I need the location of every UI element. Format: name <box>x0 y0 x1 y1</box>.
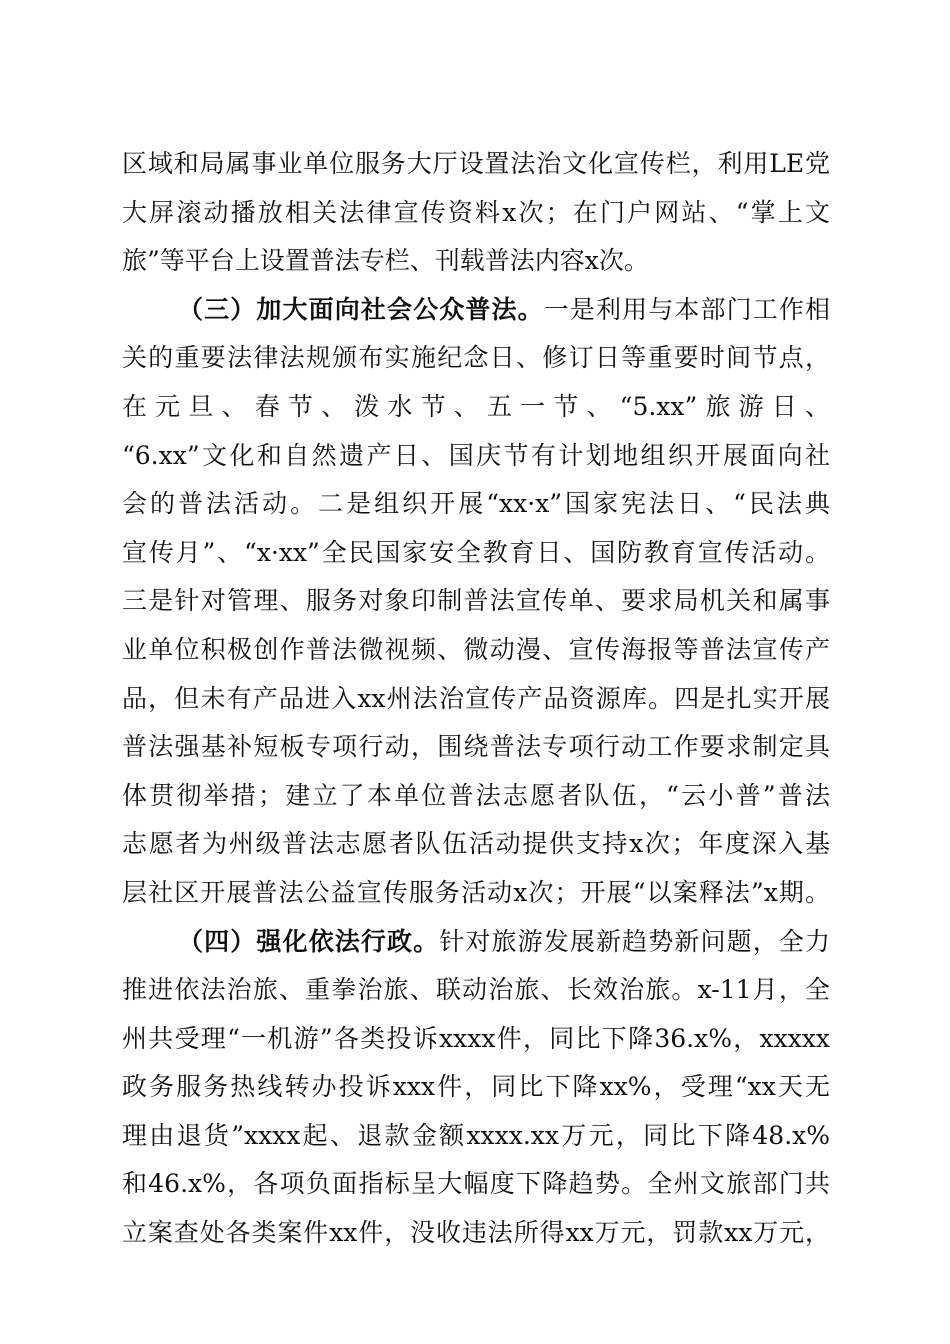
line-text: 一是利用与本部门工作相 <box>543 294 830 324</box>
line-text: 推进依法治旅、重拳治旅、联动治旅、长效治旅。x-11月，全 <box>122 975 830 1005</box>
document-body <box>122 140 830 1258</box>
text-line <box>122 1160 830 1209</box>
text-line <box>122 1063 830 1112</box>
text-line <box>122 383 830 432</box>
line-text: 针对旅游发展新趋势新问题，全力 <box>439 926 830 956</box>
text-line <box>122 432 830 481</box>
line-text: 会的普法活动。二是组织开展“xx·x”国家宪法日、“民法典 <box>122 489 830 519</box>
text-line <box>122 918 830 967</box>
text-line <box>122 675 830 724</box>
line-text: 和46.x%，各项负面指标呈大幅度下降趋势。全州文旅部门共 <box>122 1169 830 1199</box>
text-line <box>122 966 830 1015</box>
line-text: 在元旦、春节、泼水节、五一节、“5.xx”旅游日、 <box>122 391 830 421</box>
line-text: 三是针对管理、服务对象印制普法宣传单、要求局机关和属事 <box>122 586 830 616</box>
text-line <box>122 140 830 189</box>
line-text: 体贯彻举措；建立了本单位普法志愿者队伍，“云小普”普法 <box>122 780 830 810</box>
line-text: 立案查处各类案件xx件，没收违法所得xx万元，罚款xx万元， <box>122 1218 830 1248</box>
line-text: 区域和局属事业单位服务大厅设置法治文化宣传栏，利用LE党 <box>122 149 830 178</box>
line-text: 关的重要法律法规颁布实施纪念日、修订日等重要时间节点， <box>122 343 830 373</box>
line-text: 志愿者为州级普法志愿者队伍活动提供支持x次；年度深入基 <box>122 829 830 859</box>
text-line <box>122 334 830 383</box>
text-line <box>122 869 830 918</box>
text-line <box>122 1112 830 1161</box>
text-line <box>122 772 830 821</box>
line-text: 品，但未有产品进入xx州法治宣传产品资源库。四是扎实开展 <box>122 683 830 713</box>
line-text: 政务服务热线转办投诉xxx件，同比下降xx%，受理“xx天无 <box>122 1072 830 1102</box>
text-line <box>122 1209 830 1258</box>
text-line <box>122 820 830 869</box>
text-line <box>122 237 830 286</box>
line-text: 旅”等平台上设置普法专栏、刊载普法内容x次。 <box>122 246 649 276</box>
line-text: 普法强基补短板专项行动，围绕普法专项行动工作要求制定具 <box>122 732 830 762</box>
section-heading: （四）强化依法行政。 <box>178 926 440 956</box>
text-line <box>122 577 830 626</box>
text-line <box>122 723 830 772</box>
text-line <box>122 286 830 335</box>
line-text: 理由退货”xxxx起、退款金额xxxx.xx万元，同比下降48.x% <box>122 1120 830 1150</box>
text-line <box>122 1015 830 1064</box>
text-line <box>122 626 830 675</box>
section-heading: （三）加大面向社会公众普法。 <box>178 294 544 324</box>
line-text: 层社区开展普法公益宣传服务活动x次；开展“以案释法”x期。 <box>122 877 830 907</box>
text-line <box>122 189 830 238</box>
line-text: 宣传月”、“x·xx”全民国家安全教育日、国防教育宣传活动。 <box>122 537 830 567</box>
line-text: 州共受理“一机游”各类投诉xxxx件，同比下降36.x%，xxxxx <box>122 1023 830 1053</box>
text-line <box>122 480 830 529</box>
line-text: 大屏滚动播放相关法律宣传资料x次；在门户网站、“掌上文 <box>122 197 830 227</box>
line-text: “6.xx”文化和自然遗产日、国庆节有计划地组织开展面向社 <box>122 440 830 470</box>
line-text: 业单位积极创作普法微视频、微动漫、宣传海报等普法宣传产 <box>122 634 830 664</box>
text-line <box>122 529 830 578</box>
